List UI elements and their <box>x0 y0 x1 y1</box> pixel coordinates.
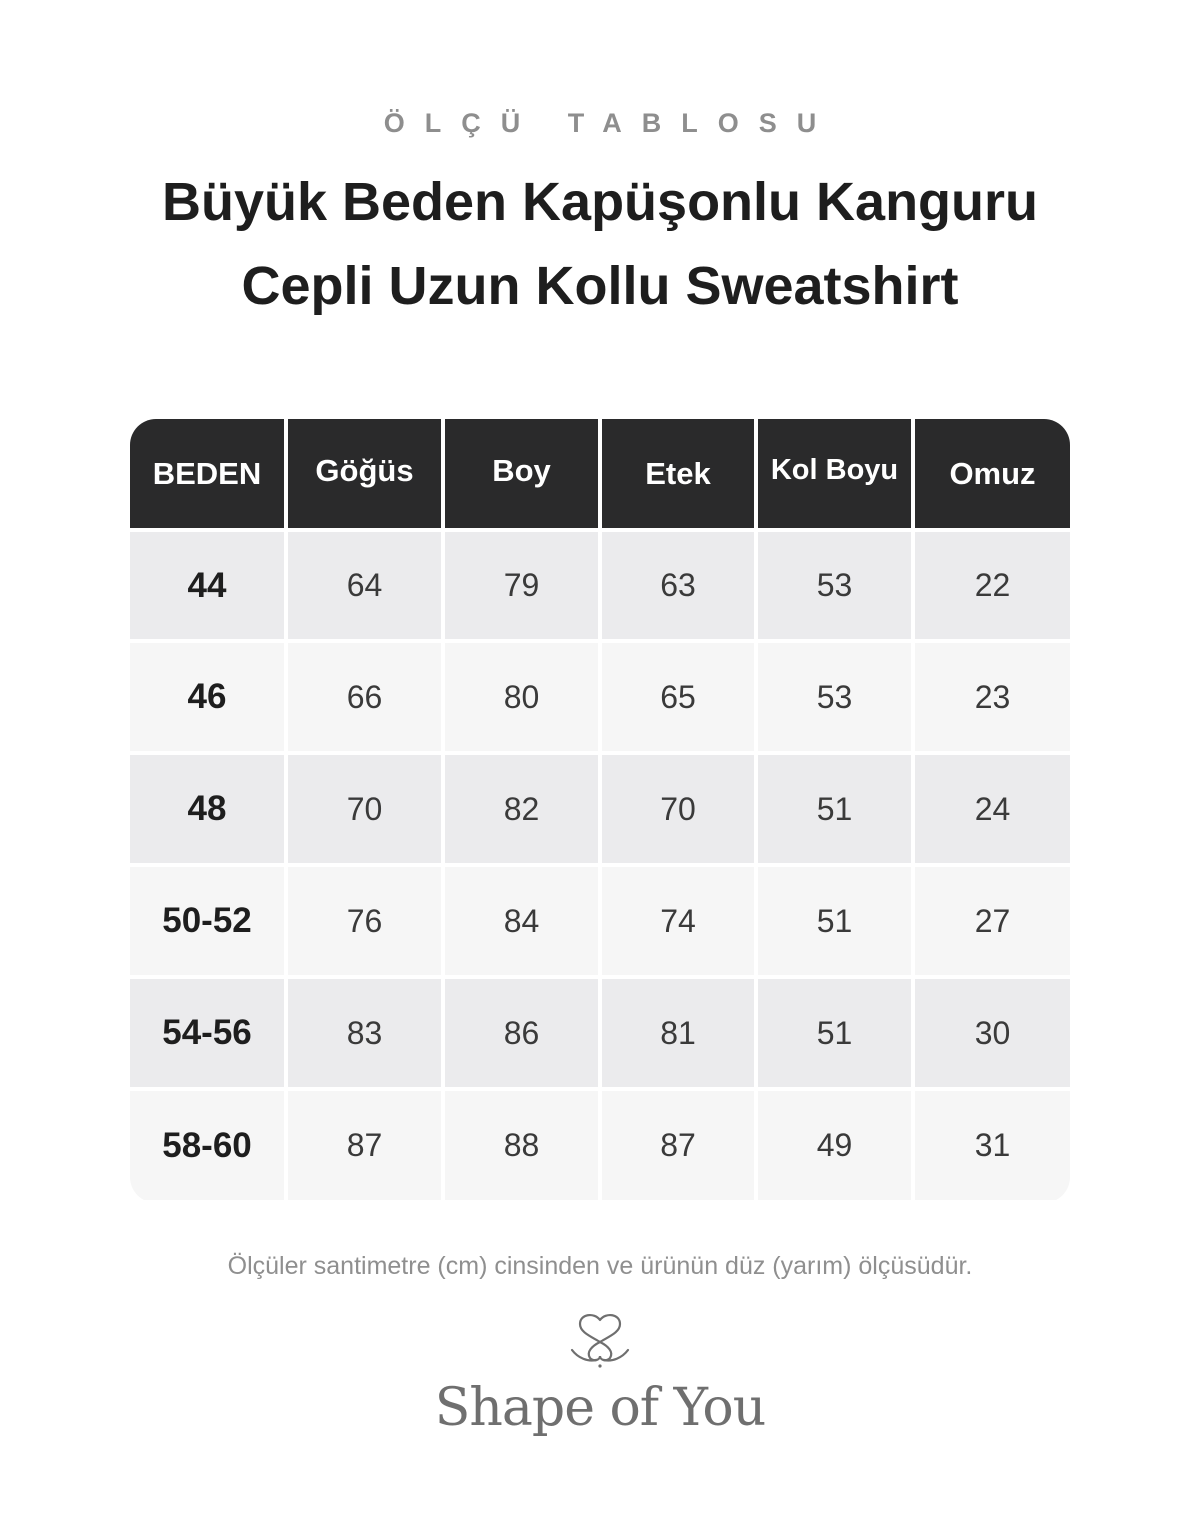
table-cell: 76 <box>288 867 441 975</box>
size-table <box>130 419 1070 1203</box>
table-cell: 51 <box>758 979 911 1087</box>
table-cell-size: 50-52 <box>130 867 284 975</box>
table-cell: 65 <box>602 643 754 751</box>
table-cell: 74 <box>602 867 754 975</box>
table-cell-size: 58-60 <box>130 1091 284 1200</box>
table-cell: 86 <box>445 979 598 1087</box>
table-cell: 83 <box>288 979 441 1087</box>
table-cell: 88 <box>445 1091 598 1200</box>
page-title <box>100 160 1100 328</box>
table-cell: 53 <box>758 532 911 639</box>
table-cell: 49 <box>758 1091 911 1200</box>
table-cell-size: 46 <box>130 643 284 751</box>
table-cell: 87 <box>602 1091 754 1200</box>
table-cell: 31 <box>915 1091 1070 1200</box>
column-header-omuz: Omuz <box>915 419 1070 528</box>
table-cell: 22 <box>915 532 1070 639</box>
column-header-beden: BEDEN <box>130 419 284 528</box>
column-header-etek: Etek <box>602 419 754 528</box>
table-cell: 51 <box>758 867 911 975</box>
table-cell: 70 <box>602 755 754 863</box>
table-cell: 24 <box>915 755 1070 863</box>
table-cell: 63 <box>602 532 754 639</box>
table-cell: 70 <box>288 755 441 863</box>
table-cell: 80 <box>445 643 598 751</box>
table-cell: 30 <box>915 979 1070 1087</box>
table-cell: 53 <box>758 643 911 751</box>
column-header-boy: Boy <box>445 419 598 528</box>
table-cell: 82 <box>445 755 598 863</box>
measurement-note: Ölçüler santimetre (cm) cinsinden ve ürünün düz (yarım) ölçüsüdür. <box>227 1252 973 1280</box>
column-header-kol-boyu: Kol Boyu <box>758 419 911 528</box>
table-cell: 81 <box>602 979 754 1087</box>
column-header-gogus: Göğüs <box>288 419 441 528</box>
eyebrow-label: ÖLÇÜ TABLOSU <box>383 108 837 138</box>
heart-knot-icon <box>568 1312 632 1370</box>
table-cell: 23 <box>915 643 1070 751</box>
table-cell: 27 <box>915 867 1070 975</box>
table-cell: 84 <box>445 867 598 975</box>
table-cell-size: 54-56 <box>130 979 284 1087</box>
table-cell: 64 <box>288 532 441 639</box>
title-line-1: Büyük Beden Kapüşonlu Kanguru <box>161 172 1039 232</box>
table-cell-size: 44 <box>130 532 284 639</box>
table-cell: 66 <box>288 643 441 751</box>
brand-logo-text: Shape of You <box>434 1378 766 1438</box>
table-cell: 51 <box>758 755 911 863</box>
table-cell: 87 <box>288 1091 441 1200</box>
table-cell: 79 <box>445 532 598 639</box>
table-cell-size: 48 <box>130 755 284 863</box>
title-line-2: Cepli Uzun Kollu Sweatshirt <box>241 256 959 316</box>
